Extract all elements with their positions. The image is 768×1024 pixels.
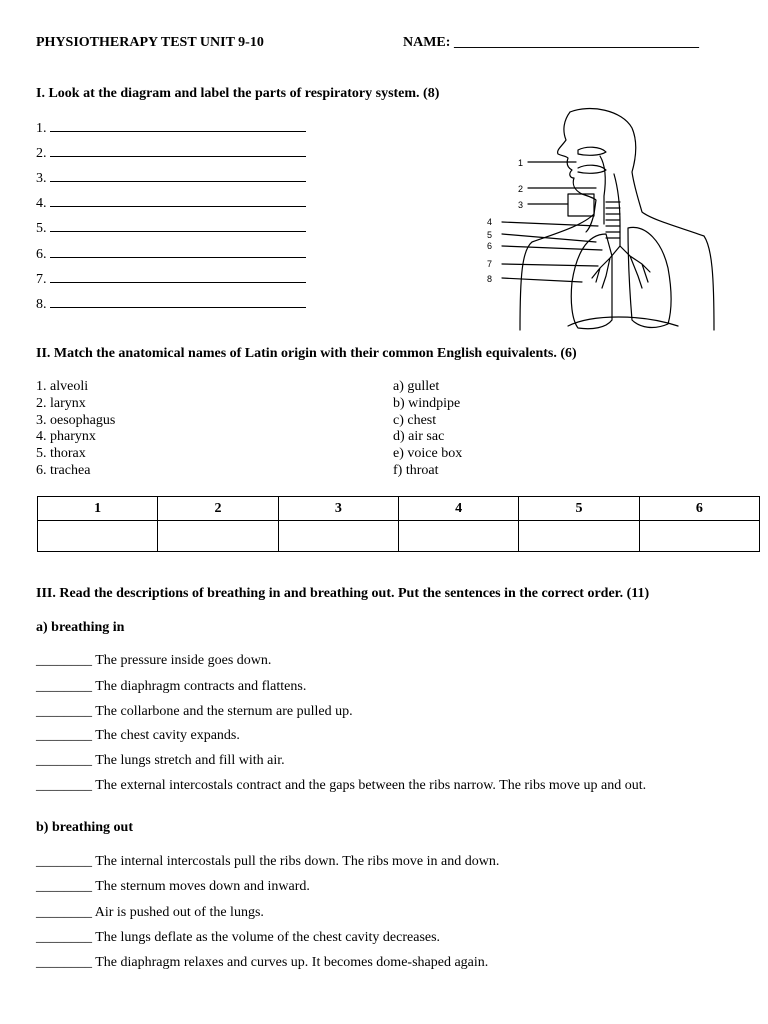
sentence-item [36,653,271,669]
order-blank[interactable]: ________ [36,778,92,793]
diagram-label-1: 1 [518,158,524,168]
answer-blank[interactable] [50,194,306,207]
english-term: c) chest [393,412,437,428]
answer-number: 8. [36,297,47,312]
label-answer-1[interactable] [36,119,306,137]
answer-blank[interactable] [50,144,306,157]
english-term: e) voice box [393,446,463,462]
sentence-text: The chest cavity expands. [95,728,240,743]
answer-number: 4. [36,196,47,211]
order-blank[interactable]: ________ [36,653,92,668]
sentence-text: The external intercostals contract and the gaps between the ribs narrow. The ribs move up and out. [95,778,647,793]
answer-blank[interactable] [50,219,306,232]
matching-answer-table [37,496,760,552]
table-header-cell: 1 [38,497,158,521]
english-term: f) throat [393,462,439,478]
label-answer-4[interactable] [36,194,306,212]
label-answer-6[interactable] [36,245,306,263]
answer-blank[interactable] [50,295,306,308]
order-blank[interactable]: ________ [36,930,92,945]
sentence-text: The diaphragm relaxes and curves up. It becomes dome-shaped again. [95,955,489,970]
latin-term: 1. alveoli [36,379,89,394]
section1-heading: I. Look at the diagram and label the parts of respiratory system. (8) [36,86,440,101]
table-header-cell: 3 [278,497,398,521]
latin-term: 4. pharynx [36,429,96,445]
answer-blank[interactable] [50,245,306,258]
sentence-text: The lungs deflate as the volume of the chest cavity decreases. [95,930,441,945]
name-blank[interactable]: ___________________________________ [453,35,699,50]
sentence-item [36,854,499,870]
oral-cavity [578,165,606,173]
trachea [614,174,620,246]
sentence-item [36,753,285,769]
diagram-label-4: 4 [487,217,493,227]
label-answer-3[interactable] [36,169,306,187]
table-header-cell: 2 [158,497,278,521]
face-profile [520,112,596,330]
sentence-item [36,955,488,971]
table-header-cell: 5 [519,497,639,521]
order-blank[interactable]: ________ [36,905,92,920]
answer-cell[interactable] [158,521,278,552]
order-blank[interactable]: ________ [36,704,92,719]
order-blank[interactable]: ________ [36,753,92,768]
answer-cell[interactable] [639,521,759,552]
latin-term: 5. thorax [36,446,86,462]
diagram-label-6: 6 [487,241,493,251]
answer-cell[interactable] [278,521,398,552]
test-title: PHYSIOTHERAPY TEST UNIT 9-10 [36,35,264,50]
english-term: a) gullet [393,379,440,394]
diagram-label-5: 5 [487,230,493,240]
name-label: NAME: [403,35,451,50]
answer-number: 6. [36,247,47,262]
sentence-item [36,704,353,720]
label-answer-5[interactable] [36,219,306,237]
sentence-text: The internal intercostals pull the ribs down. The ribs move in and down. [95,854,500,869]
answer-number: 3. [36,171,47,186]
sentence-text: The sternum moves down and inward. [95,879,310,894]
answer-number: 5. [36,221,47,236]
bronchi [592,246,650,288]
sentence-item [36,728,240,744]
diagram-label-7: 7 [487,259,493,269]
breathing-out-title: b) breathing out [36,820,133,835]
label-answer-2[interactable] [36,144,306,162]
english-term: b) windpipe [393,395,461,411]
trachea-rings [606,202,620,238]
diaphragm [568,317,678,326]
sentence-text: The pressure inside goes down. [95,653,272,668]
order-blank[interactable]: ________ [36,854,92,869]
nasal-cavity [578,147,606,155]
table-answer-row [38,521,760,552]
label-answer-7[interactable] [36,270,306,288]
latin-term: 3. oesophagus [36,412,116,428]
table-header-row [38,497,760,521]
right-lung [628,227,671,327]
table-header-cell: 6 [639,497,759,521]
latin-terms-list [36,379,115,480]
label-answer-8[interactable] [36,295,306,313]
diagram-label-8: 8 [487,274,493,284]
leader-lines [502,162,602,282]
answer-blank[interactable] [50,119,306,132]
latin-term: 6. trachea [36,462,91,478]
diagram-label-2: 2 [518,184,524,194]
answer-number: 1. [36,121,47,136]
answer-number: 7. [36,272,47,287]
english-terms-list [393,379,462,480]
english-term: d) air sac [393,429,445,445]
sentence-item [36,930,440,946]
sentence-item [36,679,306,695]
sentence-text: The collarbone and the sternum are pulled up. [95,704,353,719]
sentence-text: The diaphragm contracts and flattens. [95,679,307,694]
answer-number: 2. [36,146,47,161]
order-blank[interactable]: ________ [36,728,92,743]
section3-heading: III. Read the descriptions of breathing in and breathing out. Put the sentences in the correct order. (11) [36,586,650,601]
answer-cell[interactable] [38,521,158,552]
order-blank[interactable]: ________ [36,679,92,694]
sentence-item [36,778,646,794]
sentence-item [36,879,310,895]
answer-cell[interactable] [519,521,639,552]
answer-cell[interactable] [398,521,518,552]
breathing-in-title: a) breathing in [36,620,125,635]
order-blank[interactable]: ________ [36,955,92,970]
body-outline [570,109,714,330]
sentence-item [36,905,264,921]
table-header-cell: 4 [398,497,518,521]
name-field[interactable] [403,35,699,51]
sentence-text: The lungs stretch and fill with air. [95,753,285,768]
latin-term: 2. larynx [36,395,86,411]
answer-blank[interactable] [50,169,306,182]
sentence-text: Air is pushed out of the lungs. [94,905,264,920]
diagram-label-3: 3 [518,200,524,210]
section2-heading: II. Match the anatomical names of Latin origin with their common English equivalents. (6) [36,346,577,361]
order-blank[interactable]: ________ [36,879,92,894]
respiratory-system-diagram [482,106,722,336]
answer-blank[interactable] [50,270,306,283]
